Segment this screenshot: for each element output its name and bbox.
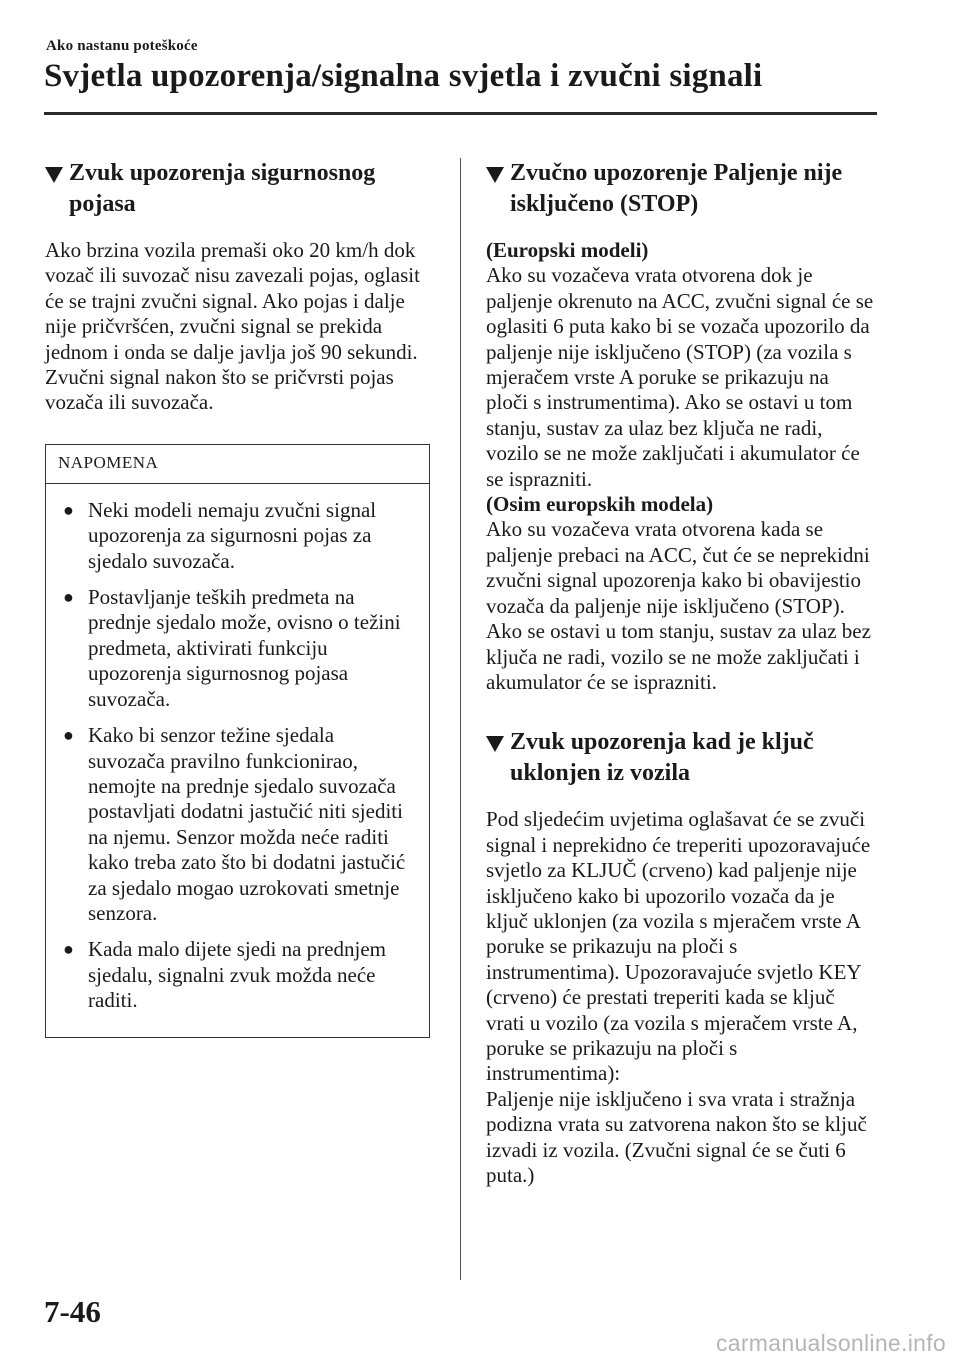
note-item — [60, 937, 415, 1013]
bullet-icon: ● — [63, 499, 74, 520]
bullet-icon: ● — [63, 587, 74, 608]
note-item-text: Neki modeli nemaju zvučni signal upozorenja za sigurnosni pojas za sjedalo suvozača. — [88, 497, 377, 573]
european-models-subheading: (Europski modeli) — [486, 238, 649, 262]
note-box — [45, 444, 430, 1038]
note-list — [46, 484, 429, 1037]
european-models-text: Ako su vozačeva vrata otvorena dok je paljenje okrenuto na ACC, zvučni signal će se oglasiti 6 puta kako bi se vozača upozorilo da paljenje nije isključeno (STOP) (za vozila s mjeračem vrste A poruke se prikazuju na ploči s instrumentima). Ako se ostavi u tom stanju, sustav za ulaz bez ključa ne radi, vozilo se ne može zaključati i akumulator će se isprazniti. — [486, 263, 874, 491]
ignition-warning-text — [486, 238, 876, 695]
watermark: carmanualsonline.info — [715, 1330, 946, 1356]
non-european-models-text: Ako su vozačeva vrata otvorena kada se paljenje prebaci na ACC, čut će se neprekidni zvučni signal upozorenja kako bi obavijestio vozača da paljenje nije isključeno (STOP). Ako se ostavi u tom stanju, sustav za ulaz bez ključa ne radi, vozilo se ne može zaključati i akumulator će se isprazniti. — [486, 517, 871, 694]
key-removed-conditions-text: Pod sljedećim uvjetima oglašavat će se zvuči signal i neprekidno će treperiti upozoravajuće svjetlo za KLJUČ (crveno) kad paljenje nije isključeno kako bi upozorilo vozača da je ključ uklonjen (za vozila s mjeračem vrste A poruke se prikazuju na ploči s instrumentima). Upozoravajuće svjetlo KEY (crveno) će prestati treperiti kada se ključ vrati u vozilo (za vozila s mjeračem vrste A, poruke se prikazuju na ploči s instrumentima): — [486, 807, 871, 1086]
right-column — [486, 158, 876, 1188]
section-label: Ako nastanu poteškoće — [46, 38, 198, 54]
page-title: Svjetla upozorenja/signalna svjetla i zvučni signali — [44, 58, 763, 94]
title-rule — [44, 112, 877, 115]
note-item — [60, 723, 415, 926]
note-item — [60, 585, 415, 712]
triangle-down-icon — [486, 736, 504, 752]
key-removed-warning-heading-text: Zvuk upozorenja kad je ključ uklonjen iz vozila — [510, 729, 814, 787]
key-removed-warning-heading — [486, 727, 876, 789]
note-item-text: Kada malo dijete sjedi na prednjem sjedalu, signalni zvuk možda neće raditi. — [88, 937, 386, 1013]
seatbelt-warning-heading — [45, 158, 430, 220]
left-column — [45, 158, 430, 1038]
note-item-text: Kako bi senzor težine sjedala suvozača pravilno funkcionirao, nemojte na prednje sjedalo suvozača postavljati dodatni jastučić niti sjediti na njemu. Senzor možda neće raditi kako treba zato što bi dodatni jastučić za sjedalo mogao uzrokovati smetnje senzora. — [88, 723, 406, 925]
ignition-warning-heading — [486, 158, 876, 220]
non-european-models-subheading: (Osim europskih modela) — [486, 492, 714, 517]
seatbelt-warning-text: Ako brzina vozila premaši oko 20 km/h dok vozač ili suvozač nisu zavezali pojas, oglasit će se trajni zvučni signal. Ako pojas i dalje nije pričvršćen, zvučni signal se prekida jednom i onda se dalje javlja još 90 sekundi. Zvučni signal nakon što se pričvrsti pojas vozača ili suvozača. — [45, 238, 420, 415]
bullet-icon: ● — [63, 725, 74, 746]
triangle-down-icon — [45, 167, 63, 183]
note-item-text: Postavljanje teških predmeta na prednje sjedalo može, ovisno o težini predmeta, aktivirati funkciju upozorenja sigurnosnog pojasa suvozača. — [88, 585, 401, 711]
key-removed-warning-text — [486, 807, 876, 1188]
key-removed-condition-item: Paljenje nije isključeno i sva vrata i stražnja podizna vrata su zatvorena nakon što se ključ izvadi iz vozila. (Zvučni signal će se čuti 6 puta.) — [486, 1086, 867, 1187]
bullet-icon: ● — [63, 939, 74, 960]
seatbelt-warning-heading-text: Zvuk upozorenja sigurnosnog pojasa — [69, 160, 376, 217]
note-item — [60, 498, 415, 574]
column-divider — [460, 158, 461, 1280]
page-number: 7-46 — [44, 1294, 101, 1329]
triangle-down-icon — [486, 167, 504, 183]
note-title: NAPOMENA — [46, 445, 429, 484]
ignition-warning-heading-text: Zvučno upozorenje Paljenje nije isključeno (STOP) — [510, 160, 843, 217]
